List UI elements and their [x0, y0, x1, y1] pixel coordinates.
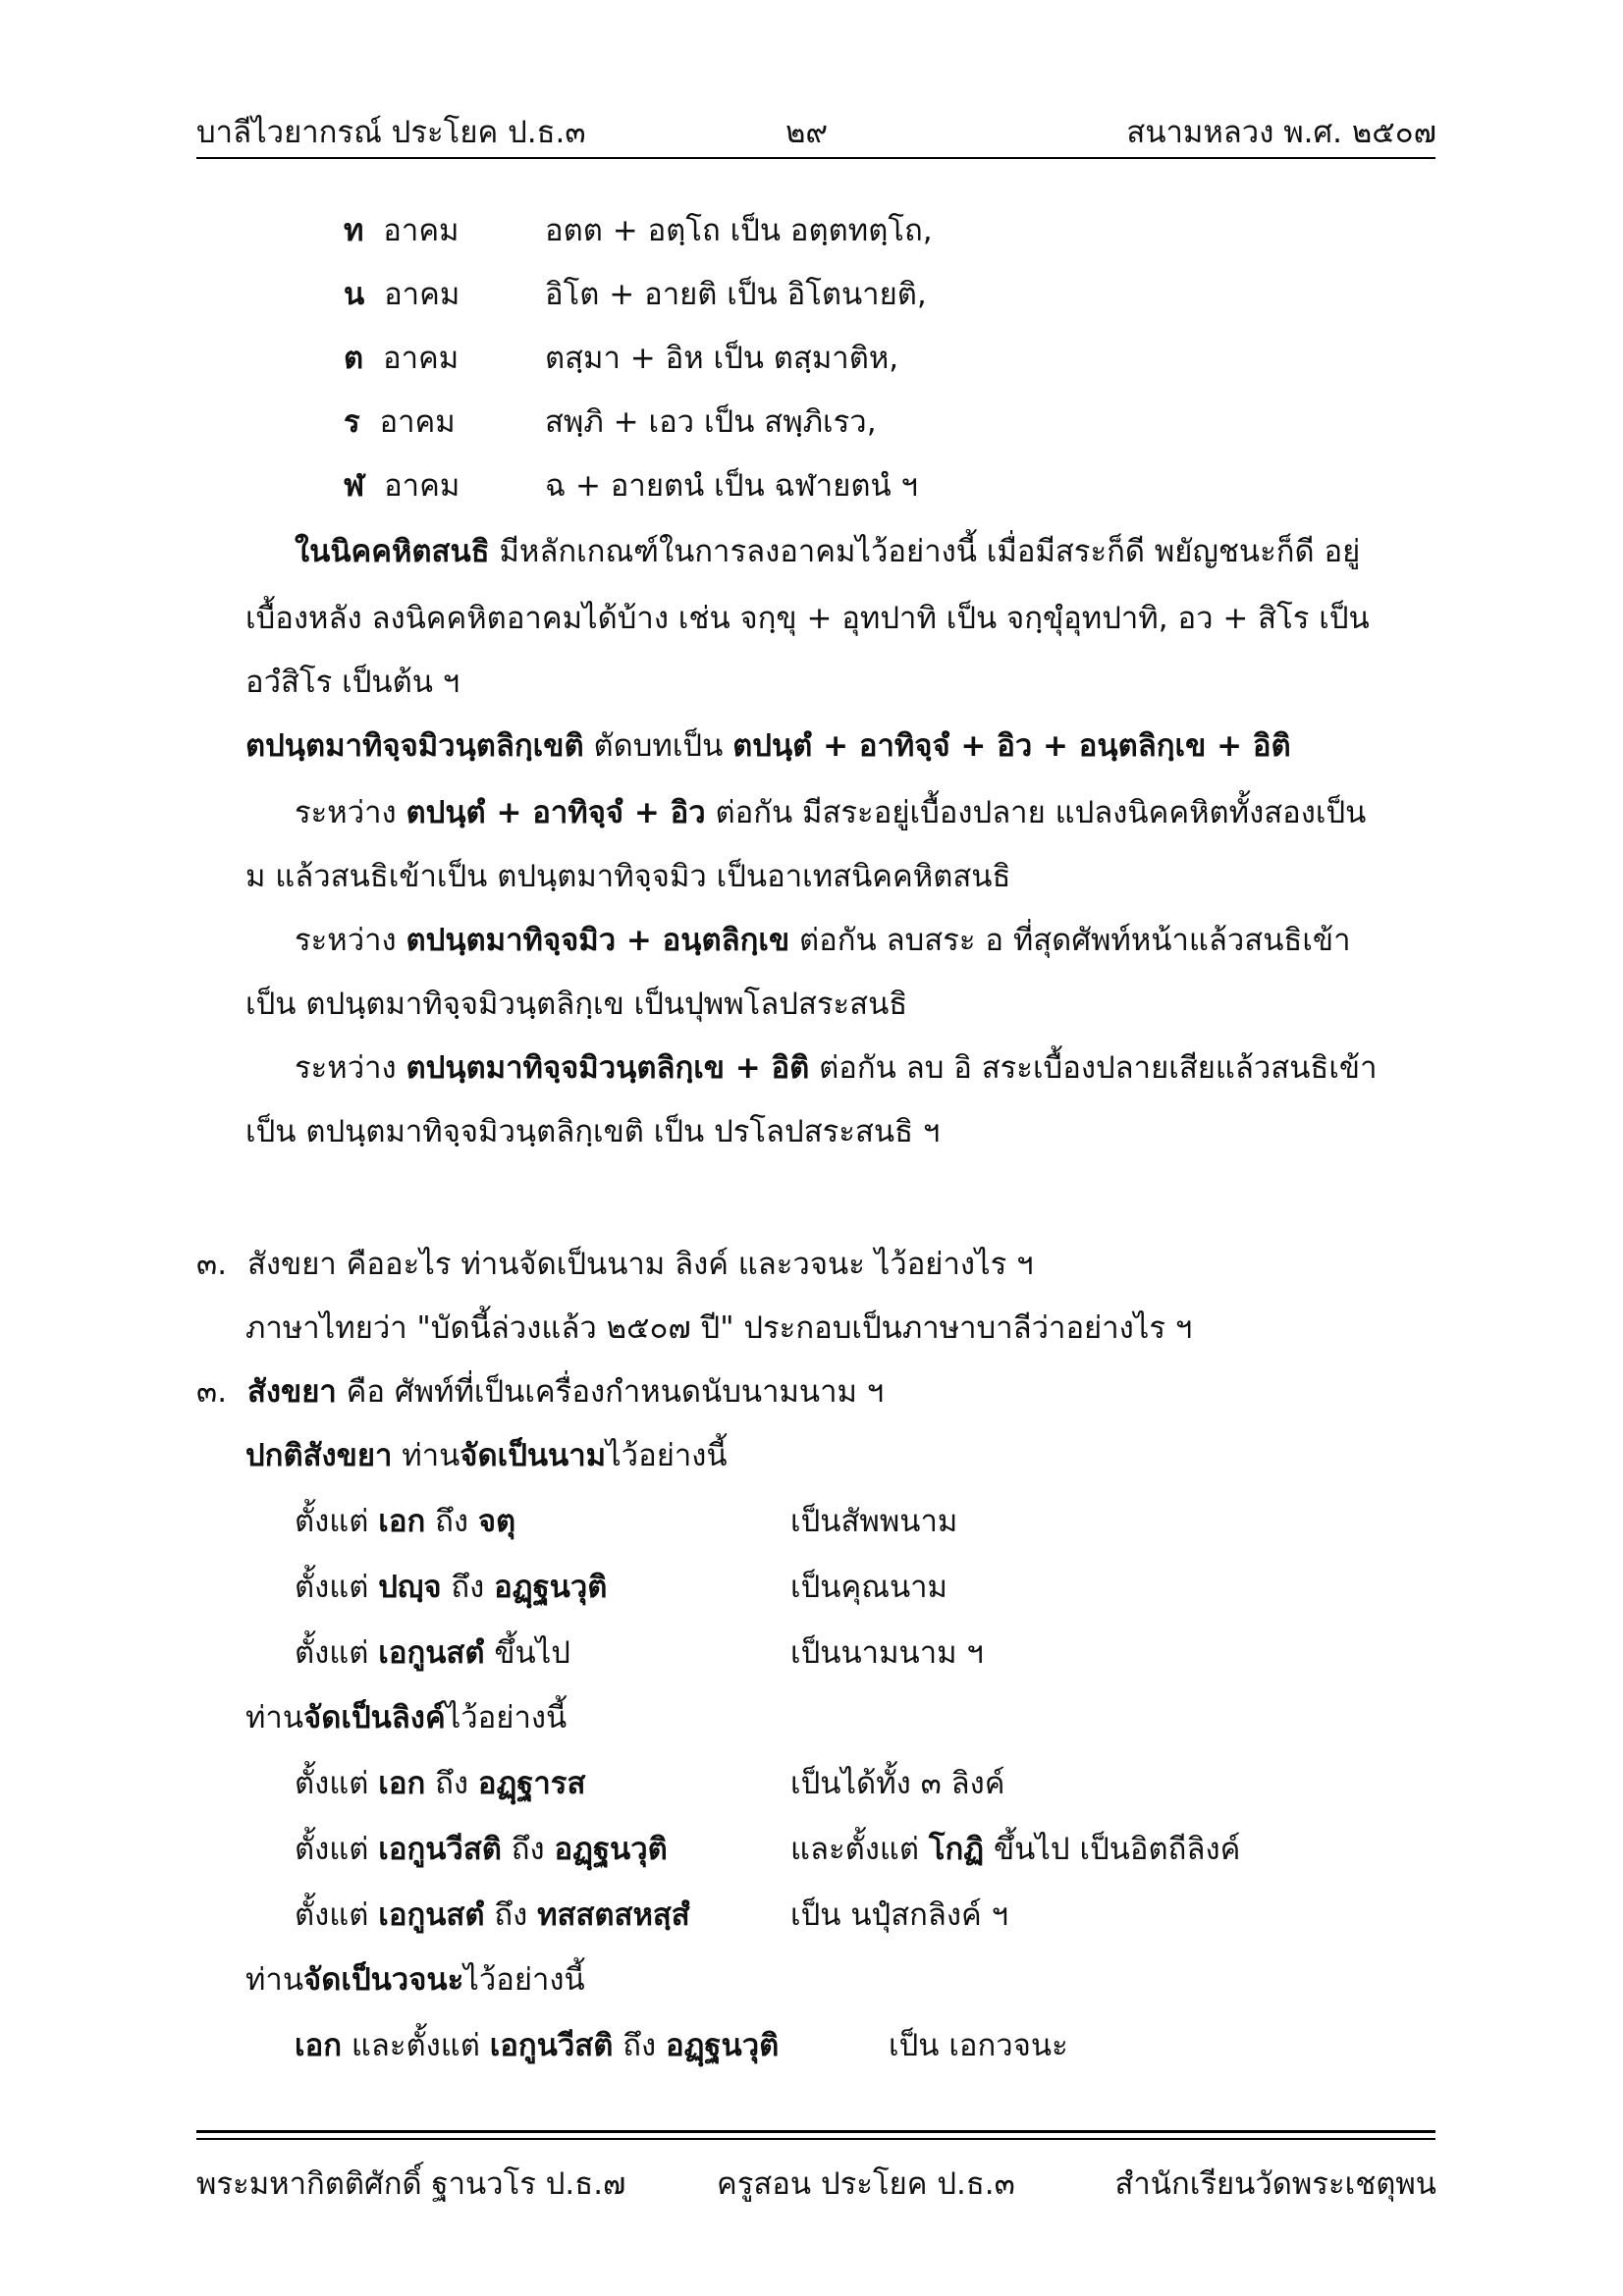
nama-end: จตุ — [477, 1504, 516, 1539]
agama-example: อตต + อตฺโถ เป็น อตฺตทตฺโถ, — [545, 213, 933, 248]
linga-start: เอกูนวีสติ — [378, 1832, 502, 1867]
nama-from: ตั้งแต่ — [295, 1504, 379, 1539]
step2-rest: ต่อกัน ลบสระ อ ที่สุดศัพท์หน้าแล้วสนธิเข้า — [789, 923, 1351, 958]
nama-row — [295, 1502, 515, 1541]
agama-row — [344, 466, 460, 506]
answer-term: สังขยา — [247, 1374, 337, 1410]
footer-center: ครูสอน ประโยค ป.ธ.๓ — [717, 2166, 1015, 2202]
nama-to: ขึ้นไป — [484, 1635, 570, 1671]
footer-right: สำนักเรียนวัดพระเชตุพน — [1114, 2166, 1436, 2202]
question-line-2: ภาษาไทยว่า "บัดนี้ล่วงแล้ว ๒๕๐๗ ปี" ประกอบเป็นภาษาบาลีว่าอย่างไร ฯ — [245, 1310, 1193, 1346]
niggahita-line-1 — [295, 532, 1360, 571]
answer-text: คือ ศัพท์ที่เป็นเครื่องกำหนดนับนามนาม ฯ — [336, 1374, 885, 1410]
agama-example: ฉ + อายตนํ เป็น ฉฬายตนํ ฯ — [545, 468, 918, 504]
linga-row — [295, 1764, 585, 1803]
linga-row — [295, 1896, 690, 1935]
step1-line-1 — [295, 793, 1366, 832]
niggahita-text: มีหลักเกณฑ์ในการลงอาคมไว้อย่างนี้ เมื่อมีสระก็ดี พยัญชนะก็ดี อยู่ — [489, 534, 1361, 569]
nama-result: เป็นนามนาม ฯ — [790, 1635, 984, 1671]
answer-line — [247, 1372, 884, 1412]
linga-heading-tail: ไว้อย่างนี้ — [445, 1700, 568, 1735]
agama-row — [344, 339, 459, 378]
vacana-end: อฏฺฐนวุติ — [665, 2028, 780, 2063]
step2-line-2: เป็น ตปนฺตมาทิจฺจมิวนฺตลิกฺเข เป็นปุพพโลปสระสนธิ — [245, 987, 908, 1022]
linga-start: เอก — [378, 1766, 426, 1801]
linga-heading-bold: จัดเป็นลิงค์ — [303, 1700, 446, 1735]
nama-to: ถึง — [441, 1570, 495, 1605]
agama-label: อาคม — [383, 341, 460, 376]
nama-start: เอก — [378, 1504, 426, 1539]
niggahita-line-3: อวํสิโร เป็นต้น ฯ — [245, 665, 460, 700]
linga-from: ตั้งแต่ — [295, 1832, 379, 1867]
linga-result-text: เป็น นปุํสกลิงค์ ฯ — [790, 1897, 1009, 1933]
linga-result-text: เป็นได้ทั้ง ๓ ลิงค์ — [790, 1766, 1005, 1801]
nama-heading-tail: ไว้อย่างนี้ — [606, 1438, 728, 1473]
agama-example: อิโต + อายติ เป็น อิโตนายติ, — [545, 277, 927, 312]
step3-line-2: เป็น ตปนฺตมาทิจฺจมิวนฺตลิกฺเขติ เป็น ปรโลปสระสนธิ ฯ — [245, 1114, 941, 1149]
footer-rule-bottom — [196, 2138, 1435, 2140]
nama-to: ถึง — [425, 1504, 478, 1539]
linga-result — [790, 1830, 1240, 1869]
vacana-and-from: และตั้งแต่ — [341, 2028, 490, 2063]
linga-end: ทสสตสหสฺสํ — [537, 1897, 690, 1933]
agama-row — [344, 275, 460, 314]
agama-letter: ร — [344, 404, 360, 440]
step3-rest: ต่อกัน ลบ อิ สระเบื้องปลายเสียแล้วสนธิเข้า — [809, 1050, 1378, 1086]
nama-row — [295, 1633, 570, 1673]
agama-label: อาคม — [379, 404, 456, 440]
footer-rule-top — [196, 2130, 1435, 2133]
agama-letter: ท — [344, 213, 364, 248]
agama-row — [344, 211, 460, 250]
vacana-result: เป็น เอกวจนะ — [889, 2028, 1068, 2063]
step3-pre: ระหว่าง — [295, 1050, 406, 1086]
linga-result — [790, 1896, 1008, 1935]
nama-heading-mid: ท่าน — [392, 1438, 460, 1473]
step3-terms: ตปนฺตมาทิจฺจมิวนฺตลิกฺเข + อิติ — [406, 1050, 810, 1086]
split-parts: ตปนฺตํ + อาทิจฺจํ + อิว + อนฺตลิกฺเข + อิติ — [732, 728, 1291, 764]
vacana-row — [295, 2026, 779, 2065]
linga-to: ถึง — [484, 1897, 538, 1933]
vacana-from-term: เอกูนวีสติ — [489, 2028, 614, 2063]
agama-label: อาคม — [383, 213, 460, 248]
nama-start: เอกูนสตํ — [378, 1635, 485, 1671]
agama-letter: ต — [344, 341, 364, 376]
agama-letter: ฬ — [344, 468, 365, 504]
linga-row — [295, 1830, 668, 1869]
niggahita-line-2: เบื้องหลัง ลงนิคคหิตอาคมได้บ้าง เช่น จกฺขุ + อุทปาทิ เป็น จกฺขุํอุทปาทิ, อว + สิโร เป็น — [245, 601, 1370, 636]
linga-end: อฏฺฐารส — [477, 1766, 586, 1801]
split-word: ตปนฺตมาทิจฺจมิวนฺตลิกฺเขติ — [245, 728, 584, 764]
nama-heading-term: ปกติสังขยา — [245, 1438, 393, 1473]
linga-result-bold: โกฏิ — [928, 1832, 985, 1867]
nama-from: ตั้งแต่ — [295, 1570, 379, 1605]
step1-terms: ตปนฺตํ + อาทิจฺจํ + อิว — [406, 795, 706, 830]
vacana-heading — [245, 1960, 585, 2000]
linga-heading-pre: ท่าน — [245, 1700, 304, 1735]
step1-rest: ต่อกัน มีสระอยู่เบื้องปลาย แปลงนิคคหิตทั้งสองเป็น — [705, 795, 1367, 830]
header-rule — [196, 157, 1435, 159]
vacana-heading-tail: ไว้อย่างนี้ — [463, 1962, 585, 1998]
agama-letter: น — [344, 277, 365, 312]
nama-from: ตั้งแต่ — [295, 1635, 379, 1671]
nama-result: เป็นสัพพนาม — [790, 1504, 958, 1539]
vacana-start: เอก — [295, 2028, 342, 2063]
header-left: บาลีไวยากรณ์ ประโยค ป.ธ.๓ — [196, 115, 586, 150]
step2-line-1 — [295, 921, 1351, 960]
linga-start: เอกูนสตํ — [378, 1897, 485, 1933]
nama-heading — [245, 1436, 728, 1475]
linga-from: ตั้งแต่ — [295, 1897, 379, 1933]
agama-label: อาคม — [384, 277, 460, 312]
niggahita-term: ในนิคคหิตสนธิ — [295, 534, 490, 569]
question-number: ๓. — [196, 1247, 228, 1282]
vacana-heading-pre: ท่าน — [245, 1962, 304, 1998]
vacana-to: ถึง — [613, 2028, 666, 2063]
agama-example: สพฺภิ + เอว เป็น สพฺภิเรว, — [545, 404, 877, 440]
split-line — [245, 726, 1291, 766]
agama-example: ตสฺมา + อิห เป็น ตสฺมาติห, — [545, 341, 899, 376]
linga-result-tail: ขึ้นไป เป็นอิตถีลิงค์ — [984, 1832, 1241, 1867]
agama-label: อาคม — [384, 468, 460, 504]
step1-line-2: ม แล้วสนธิเข้าเป็น ตปนฺตมาทิจฺจมิว เป็นอาเทสนิคคหิตสนธิ — [245, 859, 1011, 894]
split-mid: ตัดบทเป็น — [583, 728, 733, 764]
linga-heading — [245, 1698, 567, 1737]
step3-line-1 — [295, 1048, 1378, 1088]
answer-number: ๓. — [196, 1374, 228, 1410]
linga-end: อฏฺฐนวุติ — [554, 1832, 668, 1867]
step2-pre: ระหว่าง — [295, 923, 406, 958]
footer-left: พระมหากิตติศักดิ์ ฐานวโร ป.ธ.๗ — [196, 2166, 626, 2202]
linga-result — [790, 1764, 1005, 1803]
linga-to: ถึง — [501, 1832, 555, 1867]
nama-result: เป็นคุณนาม — [790, 1570, 947, 1605]
page-number: ๒๙ — [785, 115, 829, 150]
agama-row — [344, 402, 456, 442]
step2-terms: ตปนฺตมาทิจฺจมิว + อนฺตลิกฺเข — [406, 923, 790, 958]
step1-pre: ระหว่าง — [295, 795, 406, 830]
nama-end: อฏฺฐนวุติ — [494, 1570, 608, 1605]
nama-start: ปญฺจ — [378, 1570, 442, 1605]
linga-result-text: และตั้งแต่ — [790, 1832, 929, 1867]
question-line-1: สังขยา คืออะไร ท่านจัดเป็นนาม ลิงค์ และวจนะ ไว้อย่างไร ฯ — [247, 1247, 1034, 1282]
header-right: สนามหลวง พ.ศ. ๒๕๐๗ — [1126, 115, 1436, 150]
vacana-heading-bold: จัดเป็นวจนะ — [303, 1962, 464, 1998]
nama-row — [295, 1568, 607, 1607]
linga-to: ถึง — [425, 1766, 478, 1801]
nama-heading-bold: จัดเป็นนาม — [460, 1438, 607, 1473]
linga-from: ตั้งแต่ — [295, 1766, 379, 1801]
